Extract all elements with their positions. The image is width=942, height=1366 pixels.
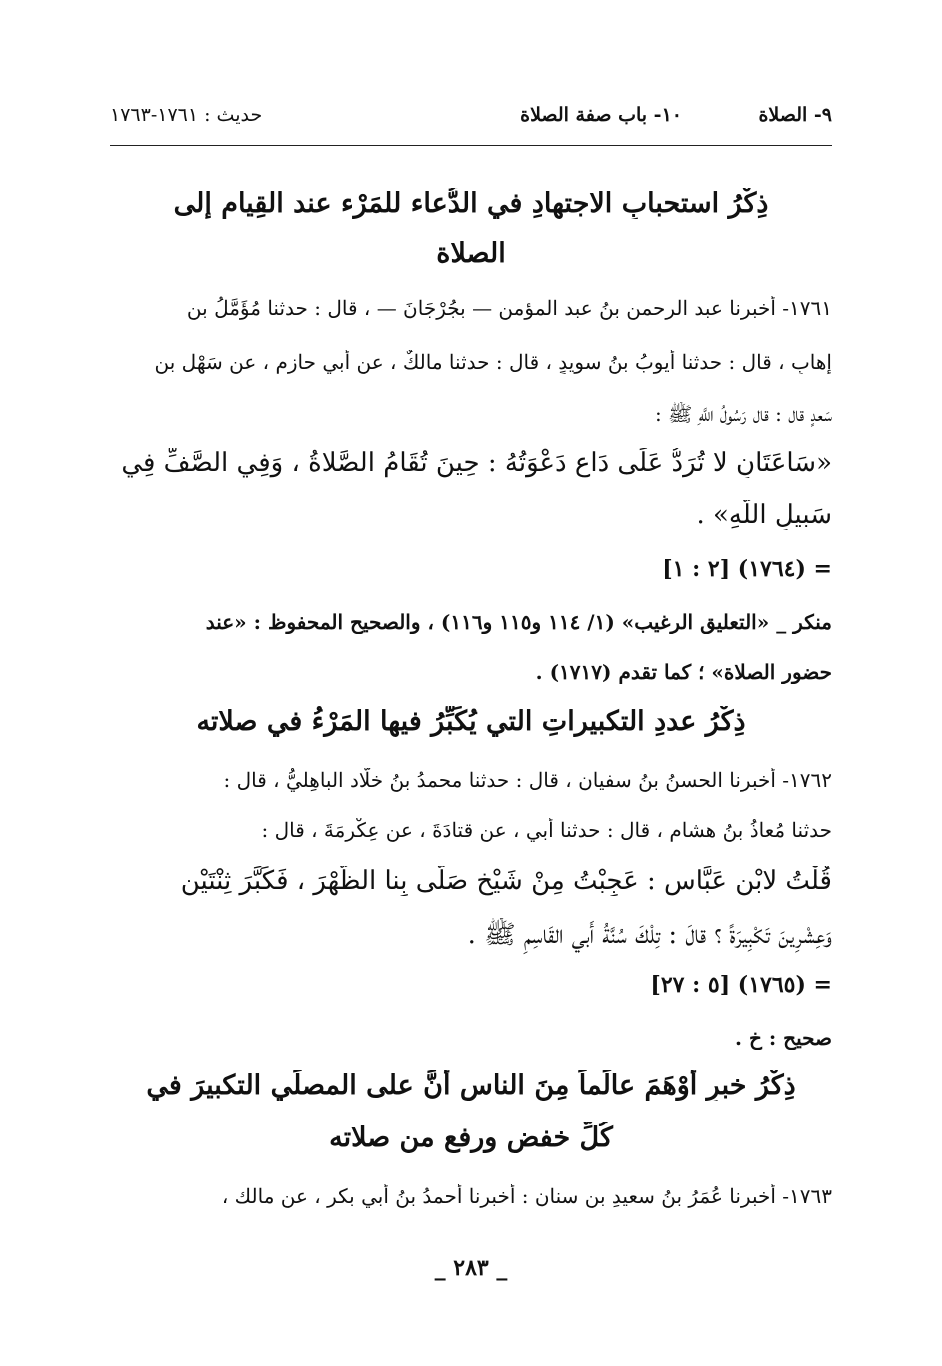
hadith-1761-matn-line-1: «سَاعَتَانِ لا تُرَدُّ عَلَى دَاعٍ دَعْوَتُهُ : حِينَ تُقَامُ الصَّلاةُ ، وَفِي الصَّفِّ فِي (121, 448, 832, 478)
grading-note-1761-line-1: منكر _ «التعليق الرغيب» (١/ ١١٤ و١١٥ و١١٦) ، والصحيح المحفوظ : «عند (205, 610, 832, 634)
hadith-range: حديث : ١٧٦١-١٧٦٣ (110, 104, 263, 126)
hadith-1761-cross-reference: = (١٧٦٤) [٢ : ١] (662, 556, 832, 582)
chapter-heading-1-line-2: الصلاة (436, 238, 506, 269)
running-header (110, 104, 832, 138)
hadith-1762-matn-line-1: قُلْتُ لابْنِ عَبَّاس : عَجِبْتُ مِنْ شَيْخٍ صَلَّى بِنا الظُّهْرَ ، فَكَبَّرَ ثِنْتَيْنِ (180, 866, 832, 896)
chapter-heading-3-line-2: كُلِّ خفضٍ ورفعٍ من صلاته (329, 1122, 613, 1153)
hadith-1761-matn-line-2: سَبيلِ اللَّهِ» . (696, 500, 832, 530)
hadith-1761-isnad-line-1: ١٧٦١- أخبرنا عبد الرحمن بنُ عبد المؤمن — بجُرْجَانَ — ، قال : حدثنا مُؤَمَّلُ بن (186, 296, 832, 320)
chapter-heading-3-line-1: ذِكْرُ خبرٍ أَوْهَمَ عالَماً مِنَ الناسِ أنَّ على المصلِّي التكبيرَ في (146, 1070, 796, 1101)
chapter-heading-2: ذِكْرُ عددِ التكبيراتِ التي يُكَبِّرُ فيها المَرْءُ في صلاته (196, 706, 746, 737)
hadith-1762-isnad-line-2: حدثنا مُعاذُ بنُ هشام ، قال : حدثنا أبي ، عن قتادَةَ ، عن عِكْرِمَةَ ، قال : (261, 818, 832, 842)
grading-note-1762: صحيح : خ . (735, 1026, 832, 1050)
hadith-1762-cross-reference: = (١٧٦٥) [٥ : ٢٧] (650, 972, 832, 998)
chapter-title: ٩- الصلاة (758, 104, 832, 126)
hadith-1762-isnad-line-1: ١٧٦٢- أخبرنا الحسنُ بنُ سفيان ، قال : حدثنا محمدُ بنُ خلَّاد الباهِليُّ ، قال : (223, 768, 832, 792)
hadith-1762-matn-line-2: وَعِشْرِينَ تَكْبِيرَةً ؟ قالَ : تِلْكَ سُنَّةُ أَبي القَاسِمِ ﷺ . (467, 920, 832, 950)
hadith-1761-isnad-line-3: سَعدٍ قال : قال رَسُولُ اللَّهِ ﷺ : (654, 402, 832, 426)
hadith-1761-isnad-line-2: إهابٍ ، قال : حدثنا أيوبُ بنُ سويدٍ ، قال : حدثنا مالكٌ ، عن أبي حازمٍ ، عن سَهْلِ بن (154, 350, 832, 374)
chapter-heading-1-line-1: ذِكْرُ استحبابِ الاجتهادِ في الدُّعاء للمَرْء عند القِيام إلى (173, 188, 769, 219)
page-number: _ ٢٨٣ _ (434, 1255, 508, 1281)
section-title: ١٠- باب صفة الصلاة (520, 104, 682, 126)
hadith-1763-isnad-line-1: ١٧٦٣- أخبرنا عُمَرُ بنُ سعيدِ بنِ سنان : أخبرنا أحمدُ بنُ أبي بكر ، عن مالك ، (221, 1184, 832, 1208)
grading-note-1761-line-2: حضور الصلاة» ؛ كما تقدم (١٧١٧) . (535, 660, 832, 684)
header-rule (110, 145, 832, 146)
